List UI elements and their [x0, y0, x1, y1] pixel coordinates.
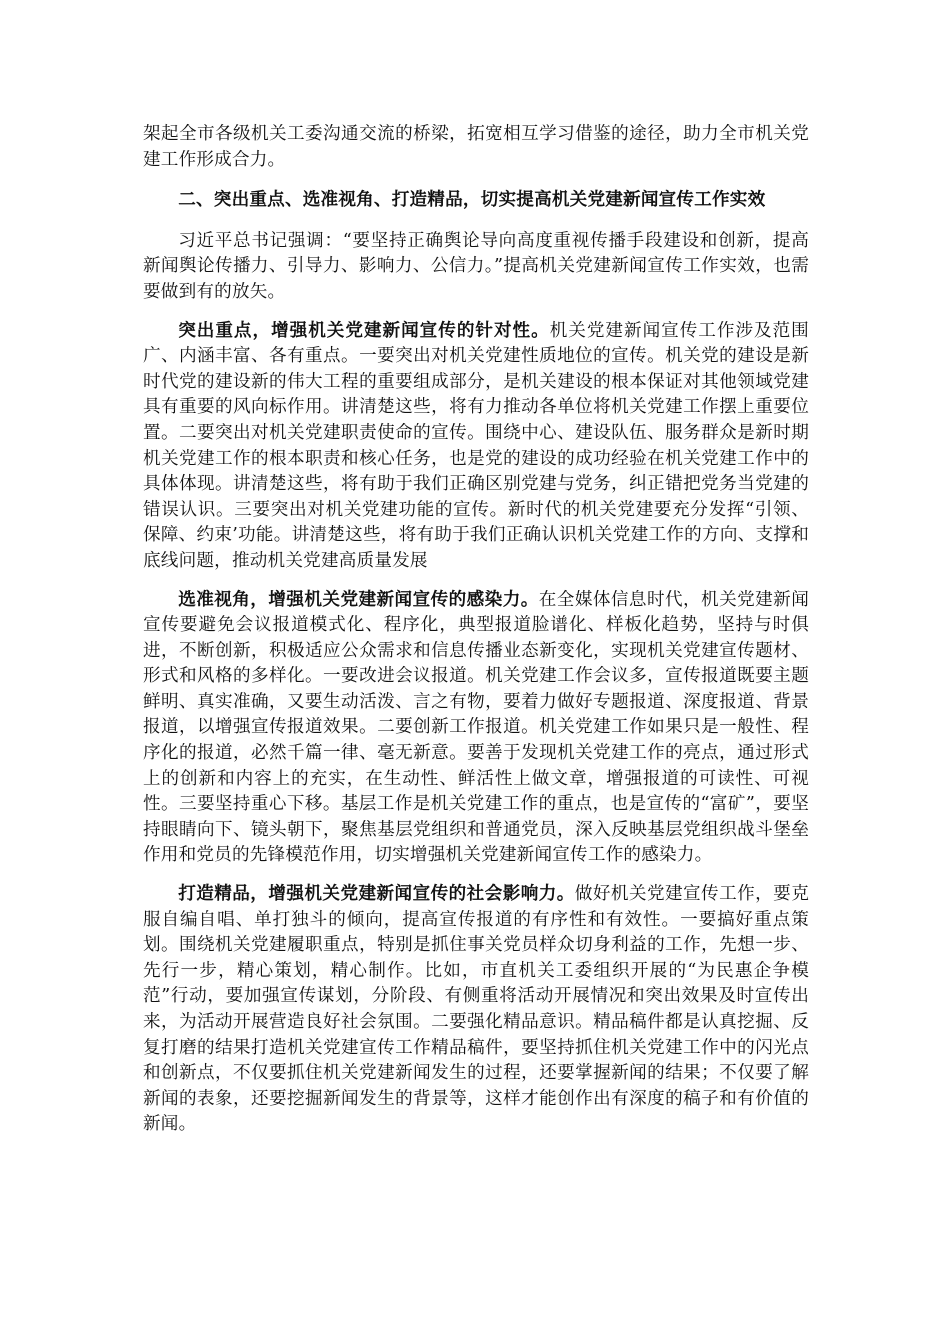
paragraph-quality-body: 做好机关党建宣传工作，要克服自编自唱、单打独斗的倾向，提高宣传报道的有序性和有效性。一要搞好重点策划。围绕机关党建履职重点，特别是抓住事关党员样众切身利益的工作，先想一步、先行一步，精心策划，精心制作。比如，市直机关工委组织开展的“为民惠企争模范”行动，要加强宣传谋划，分阶段、有侧重将活动开展情况和突出效果及时宣传出来，为活动开展营造良好社会氛围。二要强化精品意识。精品稿件都是认真挖掘、反复打磨的结果打造机关党建宣传工作精品稿件，要坚持抓住机关党建工作中的闪光点和创新点，不仅要抓住机关党建新闻发生的过程，还要掌握新闻的结果；不仅要了解新闻的表象，还要挖掘新闻发生的背景等，这样才能创作出有深度的稿子和有价值的新闻。 [143, 884, 809, 1135]
paragraph-perspective [143, 587, 809, 870]
paragraph-quality [143, 881, 809, 1138]
paragraph-quality-lead: 打造精品，增强机关党建新闻宣传的社会影响力。 [178, 883, 575, 905]
document-page [143, 122, 809, 1138]
paragraph-focus [143, 318, 809, 575]
paragraph-perspective-body: 在全媒体信息时代，机关党建新闻宣传要避免会议报道模式化、程序化，典型报道脸谱化、样板化趋势，坚持与时俱进，不断创新，积极适应公众需求和信息传播业态新变化，实现机关党建宣传题材、形式和风格的多样化。一要改进会议报道。机关党建工作会议多，宣传报道既要主题鲜明、真实准确，又要生动活泼、言之有物，要着力做好专题报道、深度报道、背景报道，以增强宣传报道效果。二要创新工作报道。机关党建工作如果只是一般性、程序化的报道，必然千篇一律、毫无新意。要善于发现机关党建工作的亮点，通过形式上的创新和内容上的充实，在生动性、鲜活性上做文章，增强报道的可读性、可视性。三要坚持重心下移。基层工作是机关党建工作的重点，也是宣传的“富矿”，要坚持眼睛向下、镜头朝下，聚焦基层党组织和普通党员，深入反映基层党组织战斗堡垒作用和党员的先锋模范作用，切实增强机关党建新闻宣传工作的感染力。 [143, 589, 809, 866]
paragraph-perspective-lead: 选准视角，增强机关党建新闻宣传的感染力。 [178, 588, 539, 610]
quote-paragraph: 习近平总书记强调：“要坚持正确舆论导向高度重视传播手段建设和创新，提高新闻舆论传播力、引导力、影响力、公信力。”提高机关党建新闻宣传工作实效，也需要做到有的放矢。 [143, 230, 809, 302]
section-heading: 二、突出重点、选准视角、打造精品，切实提高机关党建新闻宣传工作实效 [178, 189, 766, 211]
paragraph-focus-body: 机关党建新闻宣传工作涉及范围广、内涵丰富、各有重点。一要突出对机关党建性质地位的宣传。机关党的建设是新时代党的建设新的伟大工程的重要组成部分，是机关建设的根本保证对其他领域党建具有重要的风向标作用。讲清楚这些，将有力推动各单位将机关党建工作摆上重要位置。二要突出对机关党建职责使命的宣传。围绕中心、建设队伍、服务群众是新时期机关党建工作的根本职责和核心任务，也是党的建设的成功经验在机关党建工作中的具体体现。讲清楚这些，将有助于我们正确区别党建与党务，纠正错把党务当党建的错误认识。三要突出对机关党建功能的宣传。新时代的机关党建要充分发挥“引领、保障、约束’功能。讲清楚这些，将有助于我们正确认识机关党建工作的方向、支撑和底线问题，推动机关党建高质量发展 [143, 320, 809, 571]
intro-continuation: 架起全市各级机关工委沟通交流的桥梁，拓宽相互学习借鉴的途径，助力全市机关党建工作形成合力。 [143, 124, 809, 170]
paragraph-focus-lead: 突出重点，增强机关党建新闻宣传的针对性。 [178, 319, 550, 341]
